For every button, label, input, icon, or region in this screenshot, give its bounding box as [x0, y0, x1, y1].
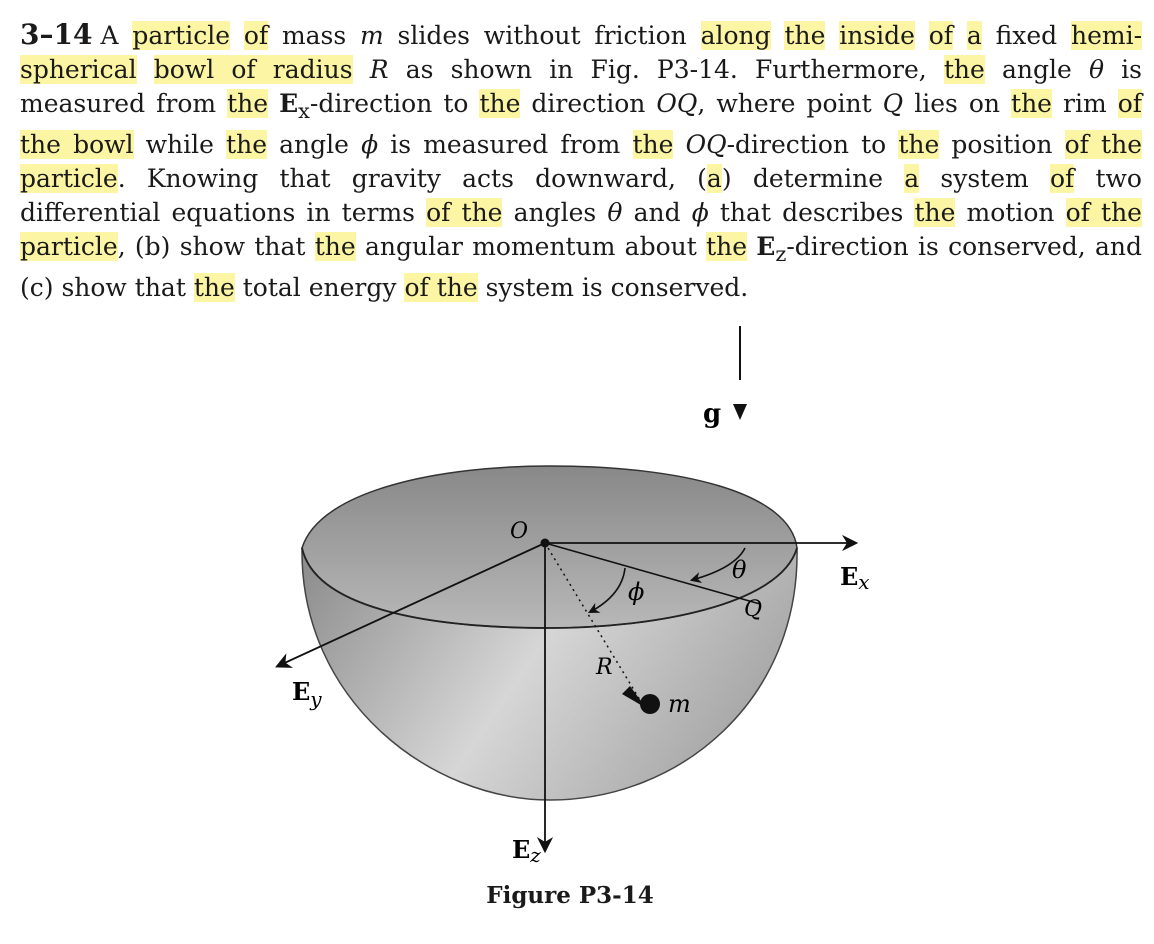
text-segment: angular momentum about [355, 232, 707, 261]
text-segment: , (b) show that [117, 232, 315, 261]
gravity-arrow-icon [733, 404, 747, 420]
text-segment [915, 21, 929, 50]
figure-caption: Figure P3-14 [486, 882, 654, 909]
text-segment: R [369, 55, 389, 84]
text-segment: Q [882, 89, 904, 118]
text-segment [353, 55, 370, 84]
text-segment: lies on [903, 89, 1012, 118]
text-segment: system [919, 164, 1050, 193]
text-segment: total energy [234, 273, 405, 302]
text-segment: m [360, 21, 384, 50]
phi-label: ϕ [628, 578, 645, 606]
text-segment: angle [984, 55, 1089, 84]
text-segment [747, 232, 756, 261]
text-segment: particle [132, 21, 231, 50]
text-segment: of the particle [20, 198, 1142, 261]
text-segment: while [133, 130, 227, 159]
text-segment: of the [426, 198, 503, 227]
problem-statement [20, 18, 1142, 305]
text-segment: ϕ [691, 198, 709, 227]
gravity-label: g [703, 399, 722, 429]
text-segment: E [279, 89, 299, 118]
text-segment: of [928, 21, 954, 50]
text-segment: the [227, 89, 269, 118]
origin-point [541, 539, 550, 548]
text-segment: two differential equations in terms [20, 164, 1142, 227]
problem-number: 3–14 [20, 18, 93, 51]
text-segment: direction [520, 89, 657, 118]
text-segment: E [756, 232, 776, 261]
text-segment: the [314, 232, 356, 261]
text-segment: mass [268, 21, 361, 50]
text-segment [230, 21, 244, 50]
text-segment: along [700, 21, 771, 50]
text-segment: is measured from [20, 55, 1142, 118]
text-segment: ) determine [721, 164, 905, 193]
text-segment: the [898, 130, 940, 159]
text-segment: -direction to [726, 130, 899, 159]
text-segment [673, 130, 685, 159]
text-segment: is measured from [378, 130, 633, 159]
text-segment: system is conserved. [477, 273, 749, 302]
ey-label: $E_y$ [292, 677, 322, 711]
text-segment: bowl of radius [153, 55, 353, 84]
text-segment: of the particle [20, 130, 1142, 193]
particle [640, 694, 660, 714]
text-segment: OQ [685, 130, 727, 159]
ex-label: Ex [840, 562, 870, 594]
text-segment: . Knowing that gravity acts downward, ( [117, 164, 707, 193]
origin-label: O [510, 519, 529, 544]
text-segment: ϕ [361, 130, 379, 159]
text-segment: rim [1051, 89, 1118, 118]
text-segment: z [775, 242, 787, 266]
text-segment: a [904, 164, 920, 193]
text-segment: angle [267, 130, 362, 159]
text-segment: angles [502, 198, 608, 227]
text-segment: as shown in Fig. P3-14. Furthermore, [388, 55, 944, 84]
text-segment: x [298, 99, 310, 123]
text-segment: and [622, 198, 692, 227]
problem-text [20, 21, 1142, 302]
text-segment: the [706, 232, 748, 261]
text-segment: -direction to [309, 89, 480, 118]
text-segment: the [193, 273, 235, 302]
text-segment: position [939, 130, 1065, 159]
text-segment: hemi-spherical [20, 21, 1143, 84]
text-segment: fixed [981, 21, 1071, 50]
text-segment: slides without friction [383, 21, 701, 50]
text-segment: the [479, 89, 521, 118]
text-segment [771, 21, 785, 50]
text-segment: , where point [697, 89, 883, 118]
text-segment [953, 21, 967, 50]
text-segment: motion [955, 198, 1066, 227]
text-segment: θ [607, 198, 623, 227]
ez-label: Ez [512, 835, 541, 867]
text-segment: inside [839, 21, 915, 50]
text-segment: the [914, 198, 956, 227]
text-segment: a [966, 21, 982, 50]
text-segment [137, 55, 154, 84]
q-label: Q [744, 597, 763, 622]
text-segment: the [784, 21, 826, 50]
theta-label: θ [732, 556, 747, 584]
text-segment: that describes [708, 198, 915, 227]
text-segment [825, 21, 839, 50]
r-label: R [596, 655, 613, 680]
text-segment: a [706, 164, 722, 193]
text-segment: of the bowl [20, 89, 1143, 159]
text-segment: of [243, 21, 269, 50]
text-segment: A [100, 21, 133, 50]
text-segment: the [226, 130, 268, 159]
text-segment: OQ [656, 89, 698, 118]
figure-p3-14 [0, 300, 1154, 944]
text-segment: of the [404, 273, 478, 302]
text-segment: the [1011, 89, 1052, 118]
text-segment: the [943, 55, 985, 84]
text-segment: -direction is conserved, and (c) show that [20, 232, 1142, 302]
text-segment [268, 89, 279, 118]
text-segment: the [632, 130, 674, 159]
text-segment: θ [1088, 55, 1105, 84]
mass-label: m [668, 690, 691, 718]
text-segment: of [1049, 164, 1075, 193]
